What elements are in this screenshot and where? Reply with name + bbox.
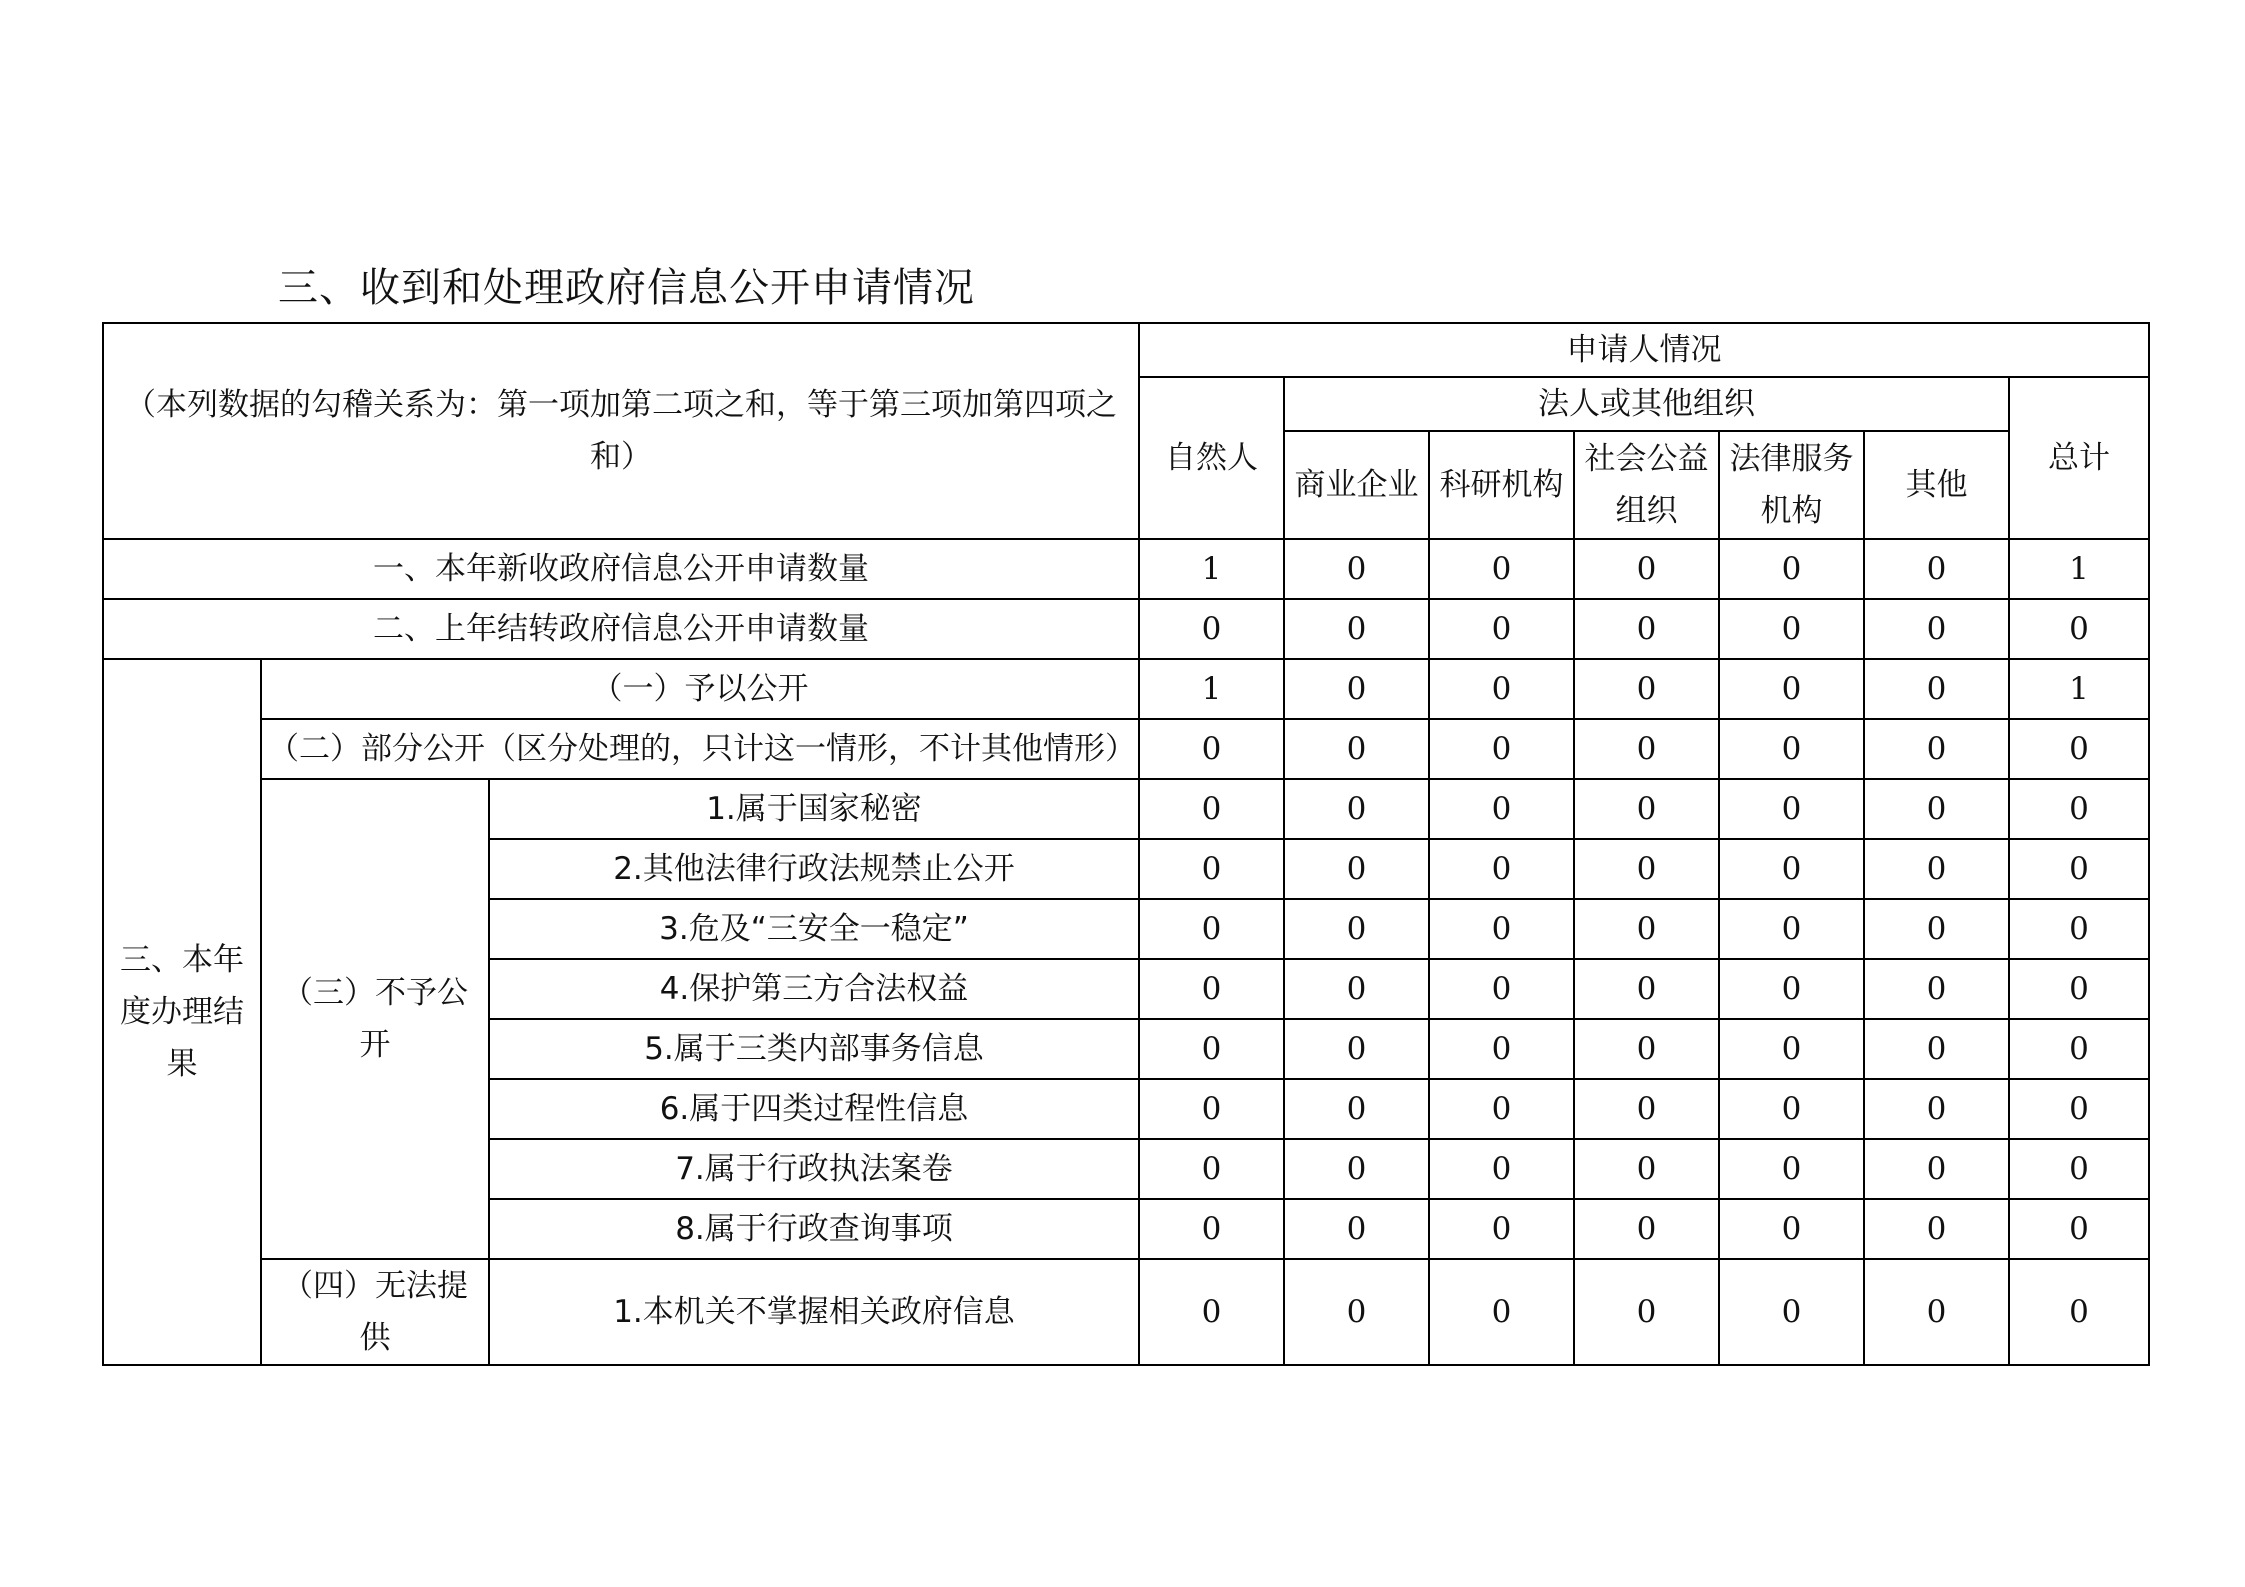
cell-value: 0: [1574, 839, 1719, 899]
header-applicant: 申请人情况: [1139, 323, 2149, 377]
cell-value: 0: [2009, 1199, 2149, 1259]
header-org-legal-service: 法律服务机构: [1719, 431, 1864, 539]
cell-value: 0: [1429, 1259, 1574, 1365]
cell-value: 0: [1139, 1259, 1284, 1365]
group-unable-label: （四）无法提供: [261, 1259, 489, 1365]
cell-value: 0: [1284, 1199, 1429, 1259]
row-label: 2.其他法律行政法规禁止公开: [489, 839, 1139, 899]
cell-value: 0: [1139, 779, 1284, 839]
row-label: 一、本年新收政府信息公开申请数量: [103, 539, 1139, 599]
cell-value: 0: [1574, 1019, 1719, 1079]
row-label: 5.属于三类内部事务信息: [489, 1019, 1139, 1079]
cell-value: 0: [1719, 719, 1864, 779]
section-title: 三、收到和处理政府信息公开申请情况: [278, 265, 975, 311]
header-org-social: 社会公益组织: [1574, 431, 1719, 539]
cell-value: 0: [1139, 1079, 1284, 1139]
cell-value: 0: [1719, 659, 1864, 719]
cell-value: 0: [1284, 1019, 1429, 1079]
cell-value: 0: [1284, 899, 1429, 959]
cell-value: 0: [1574, 1079, 1719, 1139]
cell-value: 1: [2009, 539, 2149, 599]
group-not-open-label: （三）不予公开: [261, 779, 489, 1259]
cell-value: 1: [1139, 659, 1284, 719]
row-label: （一）予以公开: [261, 659, 1139, 719]
header-org-commercial: 商业企业: [1284, 431, 1429, 539]
cell-value: 0: [1284, 1079, 1429, 1139]
cell-value: 0: [1719, 599, 1864, 659]
cell-value: 0: [1864, 1199, 2009, 1259]
cell-value: 0: [1864, 599, 2009, 659]
cell-value: 0: [1719, 839, 1864, 899]
cell-value: 0: [1719, 899, 1864, 959]
row-label: 6.属于四类过程性信息: [489, 1079, 1139, 1139]
cell-value: 0: [2009, 959, 2149, 1019]
cell-value: 0: [2009, 779, 2149, 839]
cell-value: 0: [1864, 719, 2009, 779]
cell-value: 0: [1574, 1139, 1719, 1199]
cell-value: 0: [1284, 1139, 1429, 1199]
row-label: （二）部分公开（区分处理的，只计这一情形，不计其他情形）: [261, 719, 1139, 779]
cell-value: 0: [1139, 839, 1284, 899]
cell-value: 0: [1429, 959, 1574, 1019]
cell-value: 0: [1139, 959, 1284, 1019]
cell-value: 0: [1574, 1259, 1719, 1365]
cell-value: 0: [1429, 839, 1574, 899]
cell-value: 0: [1139, 599, 1284, 659]
cell-value: 0: [1429, 719, 1574, 779]
row-label: 3.危及“三安全一稳定”: [489, 899, 1139, 959]
cell-value: 0: [1864, 839, 2009, 899]
cell-value: 0: [1429, 599, 1574, 659]
header-row-1: [103, 323, 2149, 377]
cell-value: 0: [1719, 779, 1864, 839]
cell-value: 0: [1574, 539, 1719, 599]
cell-value: 0: [1284, 779, 1429, 839]
header-natural-person: 自然人: [1139, 377, 1284, 539]
cell-value: 0: [1284, 959, 1429, 1019]
header-legal-entity: 法人或其他组织: [1284, 377, 2009, 431]
table-row: [103, 599, 2149, 659]
cell-value: 0: [1574, 719, 1719, 779]
table-row: [103, 539, 2149, 599]
cell-value: 0: [1429, 1019, 1574, 1079]
cell-value: 0: [1864, 1079, 2009, 1139]
cell-value: 0: [1429, 1139, 1574, 1199]
cell-value: 0: [2009, 1019, 2149, 1079]
cell-value: 0: [1719, 539, 1864, 599]
cell-value: 0: [2009, 599, 2149, 659]
cell-value: 0: [1284, 719, 1429, 779]
cell-value: 0: [1429, 779, 1574, 839]
cell-value: 0: [2009, 899, 2149, 959]
cell-value: 0: [2009, 1139, 2149, 1199]
table-row: [103, 659, 2149, 719]
cell-value: 0: [1719, 1199, 1864, 1259]
cell-value: 0: [2009, 1079, 2149, 1139]
row-label: 二、上年结转政府信息公开申请数量: [103, 599, 1139, 659]
cell-value: 1: [2009, 659, 2149, 719]
row-label: 1.属于国家秘密: [489, 779, 1139, 839]
cell-value: 0: [1574, 1199, 1719, 1259]
cell-value: 0: [1719, 1079, 1864, 1139]
row-label: 1.本机关不掌握相关政府信息: [489, 1259, 1139, 1365]
cell-value: 0: [2009, 839, 2149, 899]
cell-value: 0: [1429, 1199, 1574, 1259]
table-row: [103, 779, 2149, 839]
disclosure-table: [102, 322, 2150, 1366]
cell-value: 0: [1864, 659, 2009, 719]
cell-value: 0: [1864, 899, 2009, 959]
cell-value: 0: [1719, 1019, 1864, 1079]
cell-value: 0: [1284, 599, 1429, 659]
cell-value: 0: [1429, 899, 1574, 959]
cell-value: 1: [1139, 539, 1284, 599]
table-row: [103, 719, 2149, 779]
cell-value: 0: [2009, 1259, 2149, 1365]
cell-value: 0: [1864, 1019, 2009, 1079]
cell-value: 0: [1429, 539, 1574, 599]
header-note: （本列数据的勾稽关系为：第一项加第二项之和，等于第三项加第四项之和）: [103, 323, 1139, 539]
cell-value: 0: [1574, 659, 1719, 719]
header-org-other: 其他: [1864, 431, 2009, 539]
cell-value: 0: [1429, 659, 1574, 719]
group-result-label: 三、本年度办理结果: [103, 659, 261, 1365]
row-label: 4.保护第三方合法权益: [489, 959, 1139, 1019]
cell-value: 0: [2009, 719, 2149, 779]
cell-value: 0: [1139, 719, 1284, 779]
cell-value: 0: [1864, 1139, 2009, 1199]
cell-value: 0: [1574, 959, 1719, 1019]
row-label: 8.属于行政查询事项: [489, 1199, 1139, 1259]
cell-value: 0: [1429, 1079, 1574, 1139]
cell-value: 0: [1864, 779, 2009, 839]
cell-value: 0: [1284, 1259, 1429, 1365]
cell-value: 0: [1284, 839, 1429, 899]
header-total: 总计: [2009, 377, 2149, 539]
row-label: 7.属于行政执法案卷: [489, 1139, 1139, 1199]
cell-value: 0: [1719, 1139, 1864, 1199]
cell-value: 0: [1139, 1139, 1284, 1199]
cell-value: 0: [1139, 899, 1284, 959]
cell-value: 0: [1574, 899, 1719, 959]
cell-value: 0: [1139, 1019, 1284, 1079]
cell-value: 0: [1284, 539, 1429, 599]
cell-value: 0: [1864, 959, 2009, 1019]
cell-value: 0: [1574, 779, 1719, 839]
cell-value: 0: [1719, 1259, 1864, 1365]
cell-value: 0: [1139, 1199, 1284, 1259]
cell-value: 0: [1719, 959, 1864, 1019]
cell-value: 0: [1284, 659, 1429, 719]
cell-value: 0: [1864, 539, 2009, 599]
cell-value: 0: [1864, 1259, 2009, 1365]
table-row: [103, 1259, 2149, 1365]
header-org-research: 科研机构: [1429, 431, 1574, 539]
cell-value: 0: [1574, 599, 1719, 659]
